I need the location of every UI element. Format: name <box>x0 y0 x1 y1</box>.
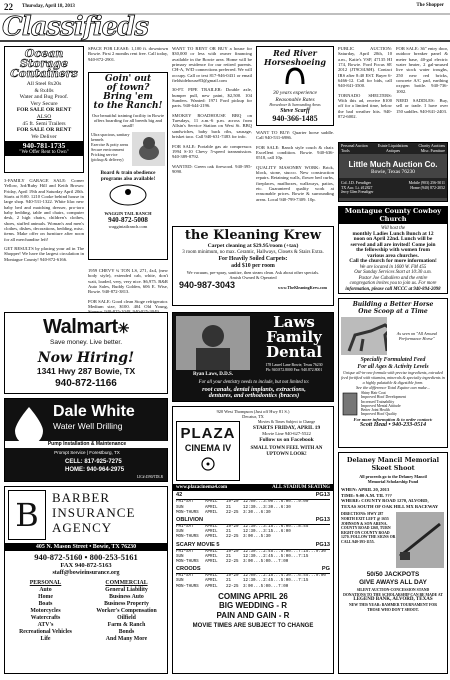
auction-mobile: Mobile (903) 256-5011 <box>408 181 445 186</box>
cowboy-line: Pastor Joe Caballero and the entire <box>358 275 428 281</box>
ocean-phone: 940-781-1735 <box>5 141 83 150</box>
ocean-line-8: We Deliver <box>31 133 57 140</box>
equine-see: See the difference Total Equine can make... <box>355 385 431 391</box>
auction-address: Bowie, Texas 76230 <box>371 169 415 176</box>
auction-category: Charity Auctions Misc. Furniture <box>418 144 445 153</box>
classified-ad: FOR SALE: Good clean Stoge refrigerator. Medium size, $100. 404 Old Young, Stoneur. 940-825-1048, 940-825-3049. <box>88 298 168 315</box>
sonic-bullet: Exercise & potty areas <box>91 141 129 147</box>
dale-name: Dale White <box>53 403 135 420</box>
commercial-item: Bonds <box>118 628 135 635</box>
personal-item: Auto <box>39 586 52 593</box>
sonic-web: waggintailranch.com <box>108 223 148 229</box>
skeet-line: All proceeds go to the Delaney Mancil <box>359 474 427 479</box>
dale-home: HOME: 940-964-2975 <box>65 466 125 473</box>
skeet-time: TIME: 9:00 A.M. TIL ??? <box>341 492 392 498</box>
skeet-directions: DIRECTIONS: HWY 287 NORTH EXIT LEFT @ 1655 JOHNSON & SON ARENA. COUNTY ROAD 1268, TURN RIGHT ON COUNTY ROAD 1270. FOLLOW THE SIGNS OR CALL 940-393-1155. <box>341 512 396 544</box>
movie-title-row <box>176 566 330 574</box>
dental-line-2: root canals, dental implants, extractions, <box>202 385 306 393</box>
column-6-ads <box>396 46 448 118</box>
auction-category: Personal Auction Tools <box>341 144 368 153</box>
showtime-cell: 3:30...6:30 <box>243 510 271 515</box>
sonic-bullet: Secure environment <box>91 146 124 152</box>
dental-title-1: Laws <box>273 313 315 331</box>
walmart-tagline: Save money. Live better. <box>49 339 123 346</box>
ocean-offer: "We Offer Rent to Own" <box>5 150 83 156</box>
equine-benefits <box>361 391 406 417</box>
movie-title: CROODS <box>176 566 201 573</box>
equine-benefit: Better Joint Health <box>361 408 390 413</box>
showtime-cell: 12:30...2:45...5:00...7:15...9:30 <box>243 549 326 554</box>
page-number: 22 <box>4 2 13 12</box>
dental-line-3: dentures, and orthodontics (braces) <box>208 392 300 399</box>
dale-cell: CELL: 817-925-7275 <box>65 459 122 465</box>
showtime-cell: 19-20 <box>226 574 239 579</box>
section-title: Classifieds <box>2 12 148 42</box>
barber-fax: FAX 940-872-5163 <box>60 562 112 569</box>
classified-ad: QUALITY MASONRY WORK: Brick, block, stone, stucco. New construction repairs. Retaining walls, flower bed curbs, fireplaces, mailboxes, walkways, patios, etc. Guaranteed quality work at reasonable prices. Bowie & surrounding areas. Local 940-799-7309. 10p. <box>256 164 334 202</box>
plaza-facebook[interactable]: Follow us on Facebook <box>259 437 314 444</box>
plaza-movie-line: Movie Line 940-627-5522 <box>262 431 311 437</box>
plaza-city: Decatur, TX <box>242 414 264 420</box>
showtime-cell: 19-20 <box>226 549 239 554</box>
cowboy-line: various area churches. <box>367 252 419 259</box>
movie-title-row <box>176 492 330 500</box>
commercial-item: Farm & Ranch <box>107 621 146 628</box>
equine-benefit: Increased Trainability <box>361 399 395 404</box>
movie-title-row <box>176 517 330 525</box>
personal-list <box>5 580 86 643</box>
cowboy-line: information, please call MCCC at 940-894-2098 <box>345 286 441 292</box>
equine-desc: Unique all-in-one formula with precise ingredients, extruded feed fortified with vitamins, minerals & specialty ingredients in a highly palatable & digestible form. <box>341 370 445 385</box>
plaza-name-2: CINEMA IV <box>184 443 232 454</box>
barber-phones: 940-872-5160 • 800-253-5161 <box>34 552 138 562</box>
red-river-name: Red River <box>273 48 317 58</box>
cowboy-line: Call the church for more information! <box>349 258 437 264</box>
ocean-title-2: Storage <box>20 57 68 70</box>
skeet-title: Delaney Mancil Memorial <box>346 456 440 464</box>
equine-title-2: One Scoop at a Time <box>358 308 428 315</box>
horseshoe-icon <box>275 67 315 85</box>
krew-line-3: For Heavily Soiled Carpets: <box>218 255 288 262</box>
cowboy-line: congregation invites you to join us. For more <box>349 281 437 286</box>
showtime-cell: 12:30...3:15...6:00...8:45 <box>243 525 309 530</box>
dog-photo-icon <box>132 132 165 166</box>
cowboy-line: noon on April 22nd. Lunch will be <box>353 236 433 242</box>
krew-phone: 940-987-3043 <box>179 279 236 290</box>
personal-heading: PERSONAL <box>29 579 62 586</box>
plaza-address: 920 West Thompson (Just off Hwy 81 S.) <box>216 409 290 414</box>
walmart-ad <box>4 312 168 394</box>
auction-contact: Jerry Glen Freudiger <box>341 190 374 195</box>
dentist-name: Ryan Laws, D.D.S. <box>192 372 234 377</box>
barber-name-2: INSURANCE <box>52 505 136 520</box>
showtime-cell: 21 <box>226 554 232 559</box>
showtime-cell: MON-THURS <box>176 510 199 515</box>
plaza-name: PLAZA <box>180 425 236 443</box>
krew-line-4: add $10 per room <box>231 262 275 269</box>
showtime-cell: APRIL <box>205 535 218 540</box>
waggin-logo-icon <box>108 184 148 206</box>
issue-date: Thursday, April 18, 2013 <box>22 4 75 9</box>
cowboy-line: We are located in 1600 W. FM 455 <box>359 264 427 270</box>
showtime-cell: FRI-SAT <box>176 574 194 579</box>
showtime-cell: 21 <box>226 530 232 535</box>
sonic-brand: WAGGIN TAIL RANCH <box>104 210 152 216</box>
ocean-line-2: & 8x40s <box>34 87 54 94</box>
showtime-cell: 22-25 <box>226 535 239 540</box>
kleaning-krew-ad <box>172 226 334 306</box>
showtime-cell: 19-20 <box>226 525 239 530</box>
commercial-heading: COMMERCIAL <box>105 579 148 586</box>
classified-ad: FOR SALE: Portable gas air compressor. 1994 S-10 Chevy 5-speed transmission. 940-389-8792. <box>172 143 252 160</box>
ocean-title-1: Ocean <box>24 47 64 60</box>
film-reel-icon <box>193 457 223 471</box>
showtime-cell: 3:00...5:00...7:00 <box>243 560 289 565</box>
showtime-cell: 3:00...5:00...7:00 <box>243 584 289 589</box>
dale-pump: Pump Installation & Maintenance <box>5 441 169 448</box>
walmart-brand: Walmart <box>43 316 118 338</box>
equine-seen: As seen on "All Around Performance Horse" <box>396 331 437 341</box>
ocean-line-1: All Steel 8x20s <box>26 81 62 87</box>
column-4-ads <box>256 130 334 206</box>
showtime-cell: SUN <box>176 530 184 535</box>
dental-title-2: Family <box>266 328 322 346</box>
showtime-cell: 12:30...2:45...5:00...7:15 <box>243 554 309 559</box>
walmart-hiring: Now Hiring! <box>37 349 135 366</box>
auction-ad <box>338 142 448 202</box>
krew-website: www.TheKleaningKrew.com <box>277 284 327 290</box>
showtime-row <box>176 511 330 516</box>
personal-item: Home <box>38 593 53 600</box>
classified-ad: 1959 CHEVY ¾ TON LS, 271, 4x4, (new body style), extended cab, white, don't wait, loaded, very, very nice. $6,975. B&R Auto Sales, Buddy Golden, 606 E. Wise, Bowie. 940-872-3813. <box>88 268 168 295</box>
ocean-line-6: 45 ft. Semi Trailers <box>22 120 66 127</box>
barber-email: staff@bowieinsurance.org <box>52 570 120 576</box>
total-equine-ad <box>338 298 448 448</box>
krew-line-6: Amish Owned & Operated <box>229 274 277 280</box>
showtime-cell: FRI-SAT <box>176 549 194 554</box>
waggin-tail-ad <box>88 72 168 260</box>
ocean-storage-ad <box>4 46 84 173</box>
dale-service: Prompt Service | Forestburg, TX <box>54 450 120 455</box>
ocean-also: ALSO <box>36 113 52 120</box>
commercial-item: Oilfield <box>117 614 136 621</box>
classified-ad: SMOKEY ROADHOUSE BBQ on Tuesdays, 11 a.m.-6 p.m. across from Allsin's Service Station on West St. BBQ sandwiches, baby back ribs, sausage, brisket taco. Call 940-631-7483 for info. <box>172 112 252 140</box>
cowboy-line: Our Sunday Services Start at 10:30 a.m. <box>354 270 432 275</box>
ocean-line-5: FOR SALE OR RENT <box>16 107 72 114</box>
classified-ad: WANT TO BUY: Quarter horse saddle. Call 940-531-6986. <box>256 130 334 141</box>
red-river-line-1: 30 years experience <box>273 90 317 96</box>
showtime-cell: APRIL <box>205 510 218 515</box>
skeet-new: NEW THIS YEAR: BAMMER TOURNAMENT FOR <box>348 602 437 607</box>
laws-dental-ad <box>172 312 334 402</box>
dentist-photo-icon <box>176 316 250 370</box>
red-river-name-3: Steve Scarff <box>280 108 310 114</box>
plaza-website[interactable]: www.plazacinema4.com <box>176 485 228 491</box>
movie-title-row <box>176 542 330 550</box>
feed-bag-icon <box>341 391 359 417</box>
showtime-cell: 22-25 <box>226 510 239 515</box>
sonic-bullet: Pricking service (pickup & delivery) <box>91 151 124 162</box>
skeet-donations: DONATIONS TO THE SCHOLARSHIP CAN BE MADE AT <box>343 593 443 598</box>
showtime-row <box>176 585 330 590</box>
red-river-line-2: Reasonable Rates <box>275 96 315 103</box>
classified-ad: GET RESULTS by placing your ad in The Shopper! We have the largest circulation in Montague County! 940-872-6166. <box>4 246 84 262</box>
auction-name: Little Much Auction Co. <box>348 160 438 170</box>
commercial-list <box>86 580 167 643</box>
classified-ad: NEED SADDLES: Buy, sell or trade. I have over 150 saddles. 940-841-2403. <box>396 98 448 114</box>
cowboy-line: Will host the <box>381 226 405 231</box>
equine-contact: Scott Head • 940-233-0514 <box>359 422 427 429</box>
red-river-name-2: Horseshoeing <box>264 57 326 67</box>
column-2-ads-top <box>88 46 168 66</box>
personal-item: Recreational Vehicles <box>19 628 72 635</box>
spark-icon: ✳ <box>117 320 129 336</box>
showtime-row <box>176 560 330 565</box>
movie-rating: PG13 <box>315 492 330 499</box>
commercial-item: Worker's Compensation <box>96 607 157 614</box>
movie-title: 42 <box>176 492 183 499</box>
classified-ad: FOR SALE: Ranch style couch & chair. Excellent condition. Bowie. 940-636-0518, call 10p. <box>256 144 334 161</box>
showtime-cell: APRIL <box>205 574 218 579</box>
showtime-cell: MON-THURS <box>176 560 199 565</box>
showtime-cell: SUN <box>176 505 184 510</box>
skeet-where-2: TEXAS SOUTH OF OAK HILL MX RACEWAY <box>341 503 439 509</box>
showtime-cell: APRIL <box>205 560 218 565</box>
walmart-phone: 940-872-1166 <box>55 377 117 389</box>
cowboy-line: monthly Ladies Lunch Bunch at 12 <box>352 230 434 237</box>
equine-big-1: Specially Formulated Feed <box>360 357 426 363</box>
classified-ad: WANTED: Green oak firewood. 940-395-9090. <box>172 163 252 174</box>
showtime-cell: APRIL <box>205 579 218 584</box>
barber-name-3: AGENCY <box>52 520 113 535</box>
skeet-giveaways: GIVE AWAYS ALL DAY <box>359 578 427 586</box>
walmart-address: 1341 Hwy 287 Bowie, TX <box>36 365 136 376</box>
equine-more: For more information & to order contact: <box>353 416 433 422</box>
showtime-cell: APRIL <box>205 525 218 530</box>
showtime-cell: MON-THURS <box>176 584 199 589</box>
showtime-cell: APRIL <box>205 530 218 535</box>
plaza-tagline: SMALL TOWN FEEL WITH AN UPTOWN LOOK! <box>250 446 323 458</box>
classified-ad: FOR SALE: 36" entry door, outdoor breaker panel & meter base, 40-gal electric water heater, 2 gal-unused live stock water troughs, 250 new red bricks, concrete A/C pad, earthing oxygen bottle. 940-736-1002. <box>396 46 448 94</box>
cowboy-church-ad <box>338 206 448 294</box>
plaza-starts: STARTS FRIDAY, APRIL 19 <box>252 425 321 432</box>
skeet-where: WHERE: COUNTY ROAD 1270, ALVORD, <box>341 498 429 504</box>
equine-title-1: Building a Better Horse <box>352 301 434 308</box>
personal-item: Watercrafts <box>30 614 61 621</box>
column-3-ads <box>172 46 252 178</box>
barber-name-1: BARBER <box>52 490 111 505</box>
sonic-bullets <box>91 132 130 166</box>
coming-soon-1: BIG WEDDING - R <box>219 601 287 611</box>
showtime-cell: 12:00...3:00...6:00...9:00 <box>243 500 309 505</box>
dental-address: 178 Laurel Lane Bowie, Texas 76230 <box>265 363 323 367</box>
sonic-line-4: to the Ranch! <box>93 101 163 111</box>
ocean-line-3: Water and Bug Proof. <box>19 94 69 101</box>
sonic-bullet: Ultra spacious, sanitary kennels <box>91 131 130 142</box>
publication-name: The Shopper <box>416 3 444 8</box>
showtime-cell: 12:30...3:30...6:30 <box>243 505 291 510</box>
coming-soon: COMING APRIL 26 <box>218 591 288 601</box>
equine-benefit: Improved Mental Attitude <box>361 403 401 408</box>
equine-big-2: For all Ages & Activity Levels <box>357 364 429 370</box>
personal-item: Life <box>40 635 51 642</box>
auction-home: Home (940) 872-2052 <box>410 185 445 190</box>
commercial-item: General Liability <box>105 586 148 593</box>
barber-logo: B <box>8 490 46 540</box>
dental-line-1: For all your dentistry needs to include, but not limited to: <box>198 380 310 385</box>
skeet-shoot-ad <box>338 452 448 674</box>
showtime-cell: 12:30...2:45...5:00...7:15 <box>243 579 309 584</box>
sonic-line-2: of town? <box>106 83 150 93</box>
horse-photo-icon <box>341 317 387 355</box>
times-subject: MOVIE TIMES ARE SUBJECT TO CHANGE <box>192 623 314 630</box>
equine-benefit: Improved Hoof Development <box>361 395 406 400</box>
dale-white-ad <box>4 398 168 482</box>
ocean-line-7: FOR SALE OR RENT <box>16 127 72 134</box>
movie-title: SCARY MOVIE 5 <box>176 541 220 548</box>
krew-line-2: 3 room minimum, no max. Ceramic, Hallways, Closets & Stairs Extra. <box>182 249 324 255</box>
water-drop-icon <box>9 405 49 445</box>
krew-line-1: Carpet cleaning at $29.95/room (+tax) <box>207 243 299 249</box>
plaza-cinema-ad <box>172 406 334 674</box>
column-5-ads <box>338 46 392 123</box>
classified-ad: TORNADO SHELTERS: With this ad, receive $100 off for a limited time, below the bad weather hits. 940-872-6002. <box>338 92 392 120</box>
personal-item: ATV's <box>37 621 54 628</box>
shotgun-photo-icon <box>396 512 444 568</box>
cowboy-church-title: Montague County Cowboy Church <box>339 207 447 224</box>
showtime-cell: 21 <box>226 579 232 584</box>
walmart-logo <box>8 316 164 339</box>
classified-ad: 30-FT. PIPE TRAILER: Double axle, bumper pull, new paint, $2,500. 104 Sunders. Wanted: 1971 Ford pickup for parts. 940-644-2196. <box>172 87 252 109</box>
red-river-line-3: Horseshoer & Surrounding Areas <box>269 103 321 107</box>
showtime-cell: 22-25 <box>226 584 239 589</box>
red-river-ad <box>256 46 334 126</box>
movie-rating: PG13 <box>315 541 330 548</box>
krew-line-5: We vacuum, pre-spray, sanitize, then steam clean. Ask about other specials. <box>186 269 320 275</box>
classified-ad: PUBLIC AUCTION: Saturday, April 20th, 10 a.m., Katie's VSP, 47135 HI 174, Bowie. Ford Focus SE 2012 (JT9C6U6H). Contact IRS after 8:40 EST. Buyer 6-6466-12. Call for bids, call 940-841-3500. <box>338 46 392 89</box>
auction-contact: Col. J.D. Freudiger <box>341 181 371 186</box>
krew-title: the Kleaning Krew <box>184 228 322 243</box>
barber-insurance-ad <box>4 486 168 674</box>
sonic-body: Our beautiful training facility in Bowie offers boarding for all breeds big and small! <box>91 113 165 129</box>
dental-title-3: Dental <box>266 343 322 361</box>
showtime-cell: 12:00...2:15...4:30...6:45...9:00 <box>243 574 326 579</box>
showtime-cell: APRIL <box>205 500 218 505</box>
coming-soon-2: PAIN AND GAIN - R <box>216 610 290 620</box>
movie-list <box>173 492 333 589</box>
sonic-line-5: Board & train obedience <box>100 169 156 176</box>
ocean-title-3: Containers <box>10 67 78 80</box>
skeet-new-2: THOSE WHO DON'T SHOOT. <box>367 607 419 612</box>
showtime-cell: APRIL <box>205 584 218 589</box>
showtime-cell: SUN <box>176 554 184 559</box>
dental-fax: Fax: 940.872.8001 <box>293 367 323 372</box>
personal-item: Boats <box>38 600 53 607</box>
cowboy-line: the fellowship with women from <box>356 247 430 253</box>
auction-category: Estate Liquidations Antiques <box>377 144 409 153</box>
dale-license: LIC# 4590/TDLR <box>136 475 163 479</box>
equine-benefit: Shiny Hair Coat <box>361 390 386 395</box>
commercial-item: Business Property <box>104 600 149 607</box>
showtime-cell: APRIL <box>205 549 218 554</box>
sonic-phone: 940-872-5008 <box>108 215 148 224</box>
classifieds-banner <box>0 11 450 43</box>
ocean-line-4: Very Secure <box>30 100 58 107</box>
sonic-line-1: Goin' out <box>104 74 152 84</box>
showtime-cell: FRI-SAT <box>176 525 194 530</box>
auction-license: TX Auc. Li. #12827 <box>341 185 373 190</box>
skeet-title-2: Skeet Shoot <box>371 463 415 472</box>
showtime-cell: APRIL <box>205 505 218 510</box>
cowboy-line: served and all are invited! Come join <box>350 241 436 248</box>
showtime-cell: APRIL <box>205 554 218 559</box>
sonic-line-6: programs also available! <box>100 175 156 182</box>
showtime-cell: MON-THURS <box>176 535 199 540</box>
dale-sub: Water Well Drilling <box>53 421 123 431</box>
classified-ad: 3-FAMILY GARAGE SALE: Corner Yellow, 3rd/Ruby Hill and Keith Brown: Friday, April 19th and Saturday April 20th. Starts at 8:00. 1210 Cooke behind house in large shop. 940-531-1322. White lilac new baby bed and matching dresser, pro-toro baby bedding, table and chairs, computer desk, 2 high chairs, children's clothes, shoes, stuffed animals. Woman's and men's clothes, dishes, decorations, bedding, misc. items. Make offer on furniture after noon for all merchandise left! <box>4 178 84 242</box>
commercial-item: And Many More <box>105 635 148 642</box>
showtime-row <box>176 535 330 540</box>
skeet-bank: LEGEND BANK, ALVORD, TEXAS <box>353 596 433 602</box>
skeet-when: WHEN: APRIL 20, 2013 <box>341 487 390 492</box>
plaza-subject: Movies & Times Subject to Change <box>257 419 316 425</box>
red-river-phone: 940-366-1485 <box>272 114 318 123</box>
movie-rating: PG13 <box>315 517 330 524</box>
personal-item: Motorcycles <box>30 607 61 614</box>
showtime-cell: 12:30...3:15...6:00 <box>243 530 291 535</box>
equine-benefit: Improved Hoof Quality <box>361 412 397 417</box>
commercial-item: Business Auto <box>109 593 144 600</box>
showtime-cell: 22-25 <box>226 560 239 565</box>
plaza-stadium: ALL STADIUM SEATING <box>272 485 330 491</box>
skeet-silent: SILENT AUCTION-CONCESSION STAND <box>356 588 430 593</box>
showtime-cell: SUN <box>176 579 184 584</box>
showtime-cell: 19-20 <box>226 500 239 505</box>
skeet-line: Memorial Scholarship Fund <box>367 479 419 484</box>
sonic-line-3: Bring 'em <box>103 92 153 102</box>
skeet-jackpots: 50/50 JACKPOTS <box>366 571 420 579</box>
showtime-cell: 3:00...5:30 <box>243 535 271 540</box>
showtime-cell: 21 <box>226 505 232 510</box>
showtime-cell: FRI-SAT <box>176 500 194 505</box>
barber-address: 405 N. Mason Street • Bowie, TX 76230 <box>5 543 167 551</box>
dental-phone: Ph: 940.872.8000 <box>265 367 293 372</box>
ocean-title <box>7 49 81 79</box>
classified-ad: WANT TO RENT OR BUY a house for $30,000 or less with owner financing available in the Bowie area. Home will be primary residence for our retired parents. CH-A, W/D connections preferred. We will occupy. Call or text 817-946-0431 or email fieldsidehouse83@gmail.com <box>172 46 252 84</box>
classified-ad: SPACE FOR LEASE: 1,100 ft. downtown Bowie. First 2 months rent free. Call today, 940-872-2901. <box>88 46 168 62</box>
movie-title: OBLIVION <box>176 517 204 524</box>
column-1-ads <box>4 178 84 266</box>
movie-rating: PG <box>321 566 330 573</box>
